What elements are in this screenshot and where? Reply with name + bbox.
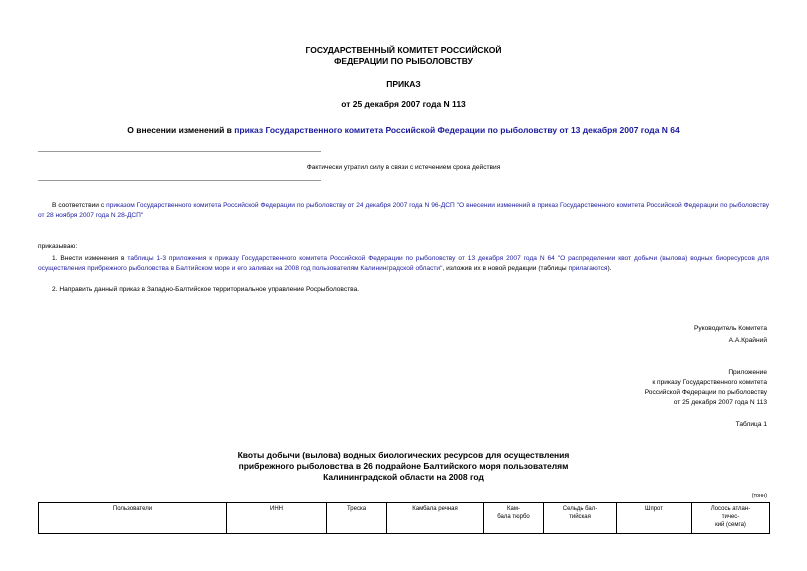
status-note: Фактически утратил силу в связи с истечением срока действия (306, 164, 501, 171)
document-subject (0, 125, 807, 135)
preamble-text: В соответствии с (52, 202, 107, 209)
preamble-link[interactable]: приказом Государственного комитета Российской Федерации по рыболовству от 24 декабря 2007 года N 96-ДСП "О внесении изменений в приказ Государственного комитета Российской Федерации по рыболовству от 28 ноября 2007 года N 28-ДСП" (38, 202, 770, 219)
item1-link-tables[interactable]: таблицы 1-3 приложения к приказу Государственного комитета Российской Федерации по рыболовству от 13 декабря 2007 года N 64 "О распределении квот добычи (вылова) водных биоресурсов для осуществления прибрежного рыболовства в Балтийском море и его заливах на 2008 год пользователям Калининградской области" (38, 255, 769, 272)
table-title-line2: прибрежного рыболовства в 26 подрайоне Балтийского моря пользователям (238, 461, 569, 471)
appendix-line4: от 25 декабря 2007 года N 113 (673, 399, 767, 406)
signature-name: А.А.Крайний (728, 337, 767, 344)
preamble (38, 201, 769, 221)
item1-text1: 1. Внести изменения в (52, 255, 128, 262)
col-cod: Треска (327, 503, 387, 534)
item1-text2: , изложив их в новой редакции (таблицы (442, 265, 569, 272)
committee-name-line1: ГОСУДАРСТВЕННЫЙ КОМИТЕТ РОССИЙСКОЙ (305, 45, 502, 55)
item1-text3: ). (607, 265, 612, 272)
col-salmon: Лосось атлан- тичес- кий (семга) (692, 503, 770, 534)
col-sprat: Шпрот (617, 503, 692, 534)
appendix-line3: Российской Федерации по рыболовству (644, 389, 767, 396)
table-title-line3: Калининградской области на 2008 год (323, 472, 484, 482)
order-item-1 (38, 254, 769, 274)
divider-bottom (38, 180, 321, 181)
item1-link-attached[interactable]: прилагаются (568, 265, 608, 272)
col-inn: ИНН (227, 503, 327, 534)
table-label: Таблица 1 (735, 421, 767, 428)
subject-link[interactable]: приказ Государственного комитета Российской Федерации по рыболовству от 13 декабря 2007 года N 64 (234, 125, 680, 135)
quota-table (38, 502, 770, 534)
divider-top (38, 151, 321, 152)
table-title-line1: Квоты добычи (вылова) водных биологических ресурсов для осуществления (237, 450, 570, 460)
col-turbot: Кам- бала тюрбо (484, 503, 544, 534)
appendix-line1: Приложение (728, 369, 767, 376)
col-herring: Сельдь бал- тийская (544, 503, 617, 534)
order-item-2: 2. Направить данный приказ в Западно-Балтийское территориальное управление Росрыболовства. (52, 286, 360, 293)
units-label: (тонн) (751, 493, 767, 499)
col-flounder: Камбала речная (387, 503, 484, 534)
signature-position: Руководитель Комитета (693, 325, 767, 332)
document-type: ПРИКАЗ (386, 79, 421, 89)
appendix-line2: к приказу Государственного комитета (652, 379, 767, 386)
document-date: от 25 декабря 2007 года N 113 (341, 99, 466, 109)
col-users: Пользователи (39, 503, 227, 534)
table-header-row (39, 503, 770, 534)
committee-name-line2: ФЕДЕРАЦИИ ПО РЫБОЛОВСТВУ (334, 56, 473, 66)
subject-prefix: О внесении изменений в (127, 125, 235, 135)
order-word: приказываю: (38, 243, 78, 250)
